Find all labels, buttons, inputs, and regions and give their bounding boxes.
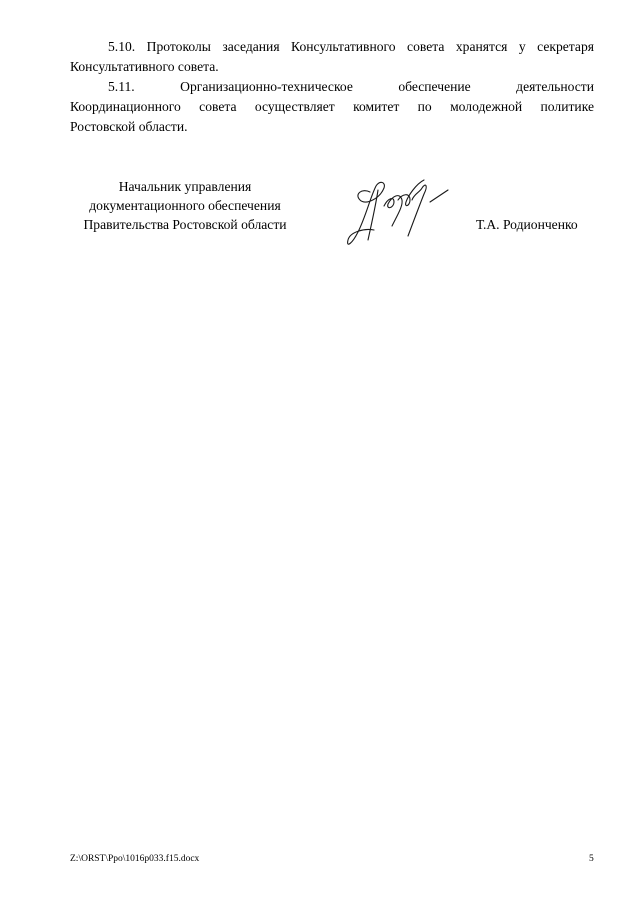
paragraph-5-10 xyxy=(70,37,594,77)
handwritten-signature xyxy=(340,170,460,260)
signatory-position xyxy=(70,177,300,234)
paragraph-5-11 xyxy=(70,77,594,137)
signatory-position-line-2: документационного обеспечения xyxy=(89,198,281,213)
signatory-name: Т.А. Родионченко xyxy=(476,217,578,232)
paragraph-5-11-line-3: Ростовской области. xyxy=(70,119,188,134)
page-number: 5 xyxy=(589,854,594,864)
footer-file-path: Z:\ORST\Ppo\1016p033.f15.docx xyxy=(70,854,200,864)
signatory-position-line-1: Начальник управления xyxy=(118,179,252,194)
document-body xyxy=(70,37,594,137)
paragraph-5-11-line-1: 5.11. Организационно-техническое обеспечение деятельности xyxy=(108,79,594,94)
paragraph-5-10-line-2: Консультативного совета. xyxy=(70,59,219,74)
paragraph-5-11-line-2: Координационного совета осуществляет комитет по молодежной политике xyxy=(70,99,594,114)
paragraph-5-10-line-1: 5.10. Протоколы заседания Консультативного совета хранятся у секретаря xyxy=(108,39,594,54)
signatory-position-line-3: Правительства Ростовской области xyxy=(83,217,287,232)
